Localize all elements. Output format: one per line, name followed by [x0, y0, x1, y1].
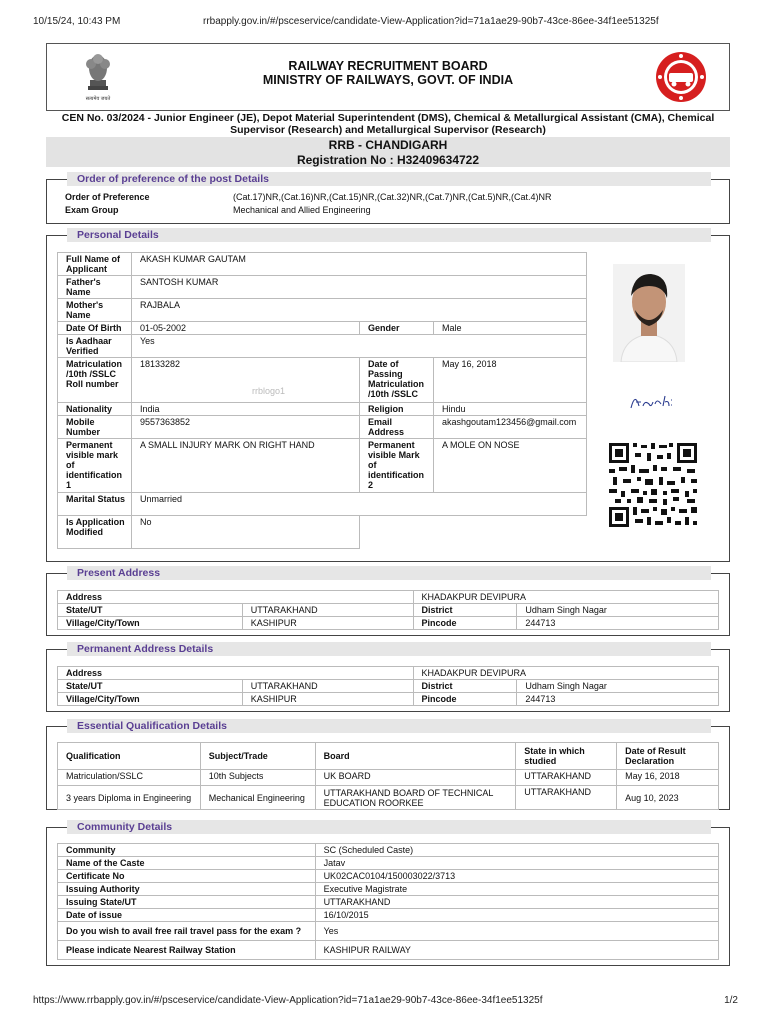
- table-header: Board: [315, 743, 516, 770]
- qualification-section: [46, 720, 730, 810]
- table-row: Name of the Caste Jatav: [58, 857, 719, 870]
- table-row: Please indicate Nearest Railway Station KASHIPUR RAILWAY: [58, 941, 719, 960]
- ministry-title: MINISTRY OF RAILWAYS, GOVT. OF INDIA: [262, 73, 514, 87]
- table-row: Date of issue 16/10/2015: [58, 909, 719, 922]
- personal-details-table: Full Name of Applicant AKASH KUMAR GAUTAM Father's Name SANTOSH KUMAR Mother's Name RAJBALA Date Of Birth 01-05-2002 Gender Male Is Aadhaar Verified Yes Matriculation /10th /SSLC Roll number 18133282 Date of Passing Matriculation /10th /SSLC May 16, 2018 Nationality India Religion Hindu Mobile Number 9557363852 Email Address akashgoutam123456@gmail.com Permanent visible mark of identification 1 A SMALL INJURY MARK ON RIGHT HAND Permanent visible Mark of identification 2 A MOLE ON NOSE Marital Status Unmarried Is Application Modified No: [57, 252, 587, 549]
- registration-number: Registration No : H32409634722: [296, 153, 480, 167]
- rrb-banner: [46, 137, 730, 167]
- table-row: 3 years Diploma in Engineering Mechanical Engineering UTTARAKHAND BOARD OF TECHNICAL EDUCATION ROORKEE UTTARAKHAND Aug 10, 2023: [58, 786, 719, 810]
- present-address-table: Address KHADAKPUR DEVIPURA State/UT UTTARAKHAND District Udham Singh Nagar Village/City/Town KASHIPUR Pincode 244713: [57, 590, 719, 630]
- emblem-text: सत्यमेव जयते: [85, 96, 111, 102]
- section-title: Permanent Address Details: [67, 642, 711, 656]
- section-title: Order of preference of the post Details: [67, 172, 711, 186]
- field-value: (Cat.17)NR,(Cat.16)NR,(Cat.15)NR,(Cat.32)NR,(Cat.7)NR,(Cat.5)NR,(Cat.4)NR: [233, 192, 552, 202]
- rrb-name: RRB - CHANDIGARH: [328, 138, 448, 152]
- table-row: Issuing State/UT UTTARAKHAND: [58, 896, 719, 909]
- board-title: RAILWAY RECRUITMENT BOARD: [288, 59, 488, 73]
- table-row: Matriculation/SSLC 10th Subjects UK BOARD UTTARAKHAND May 16, 2018: [58, 770, 719, 786]
- preference-section: [46, 173, 730, 224]
- table-header: Subject/Trade: [200, 743, 315, 770]
- indian-railways-logo-icon: [655, 51, 707, 103]
- document-header: [46, 43, 730, 111]
- section-title: Present Address: [67, 566, 711, 580]
- field-label: Order of Preference: [65, 192, 150, 202]
- table-row: Community SC (Scheduled Caste): [58, 844, 719, 857]
- print-footer-url: https://www.rrbapply.gov.in/#/psceservice/candidate-View-Application?id=71a1ae29-90b7-43ce-86ee-34f1ee51325f: [33, 995, 543, 1006]
- table-row: Do you wish to avail free rail travel pass for the exam ? Yes: [58, 922, 719, 941]
- section-title: Essential Qualification Details: [67, 719, 711, 733]
- applicant-photo: [613, 264, 685, 362]
- permanent-address-section: [46, 643, 730, 712]
- community-section: [46, 821, 730, 966]
- section-title: Personal Details: [67, 228, 711, 242]
- qr-code: [607, 441, 699, 529]
- permanent-address-table: Address KHADAKPUR DEVIPURA State/UT UTTARAKHAND District Udham Singh Nagar Village/City/Town KASHIPUR Pincode 244713: [57, 666, 719, 706]
- qualification-table: [57, 742, 719, 810]
- section-title: Community Details: [67, 820, 711, 834]
- community-table: [57, 843, 719, 960]
- table-header: Qualification: [58, 743, 201, 770]
- field-value: Mechanical and Allied Engineering: [233, 205, 371, 215]
- table-header: State in which studied: [516, 743, 617, 770]
- print-url: rrbapply.gov.in/#/psceservice/candidate-View-Application?id=71a1ae29-90b7-43ce-86ee-34f1ee51325f: [203, 16, 659, 27]
- field-label: Exam Group: [65, 205, 119, 215]
- page-number: 1/2: [724, 995, 738, 1006]
- table-row: Issuing Authority Executive Magistrate: [58, 883, 719, 896]
- rrb-watermark: rrblogo1: [252, 386, 286, 396]
- print-datetime: 10/15/24, 10:43 PM: [33, 16, 121, 27]
- personal-details-section: [46, 229, 730, 562]
- signature-text: Akash k: [627, 386, 631, 387]
- applicant-signature: [627, 386, 677, 416]
- present-address-section: [46, 567, 730, 636]
- table-row: Certificate No UK02CAC0104/150003022/3713: [58, 870, 719, 883]
- table-header: Date of Result Declaration: [617, 743, 719, 770]
- cen-notice: CEN No. 03/2024 - Junior Engineer (JE), Depot Material Superintendent (DMS), Chemical & Metallurgical Assistant (CMA), Chemical Supervisor (Research) and Metallurgical Supervisor (Research): [61, 112, 715, 136]
